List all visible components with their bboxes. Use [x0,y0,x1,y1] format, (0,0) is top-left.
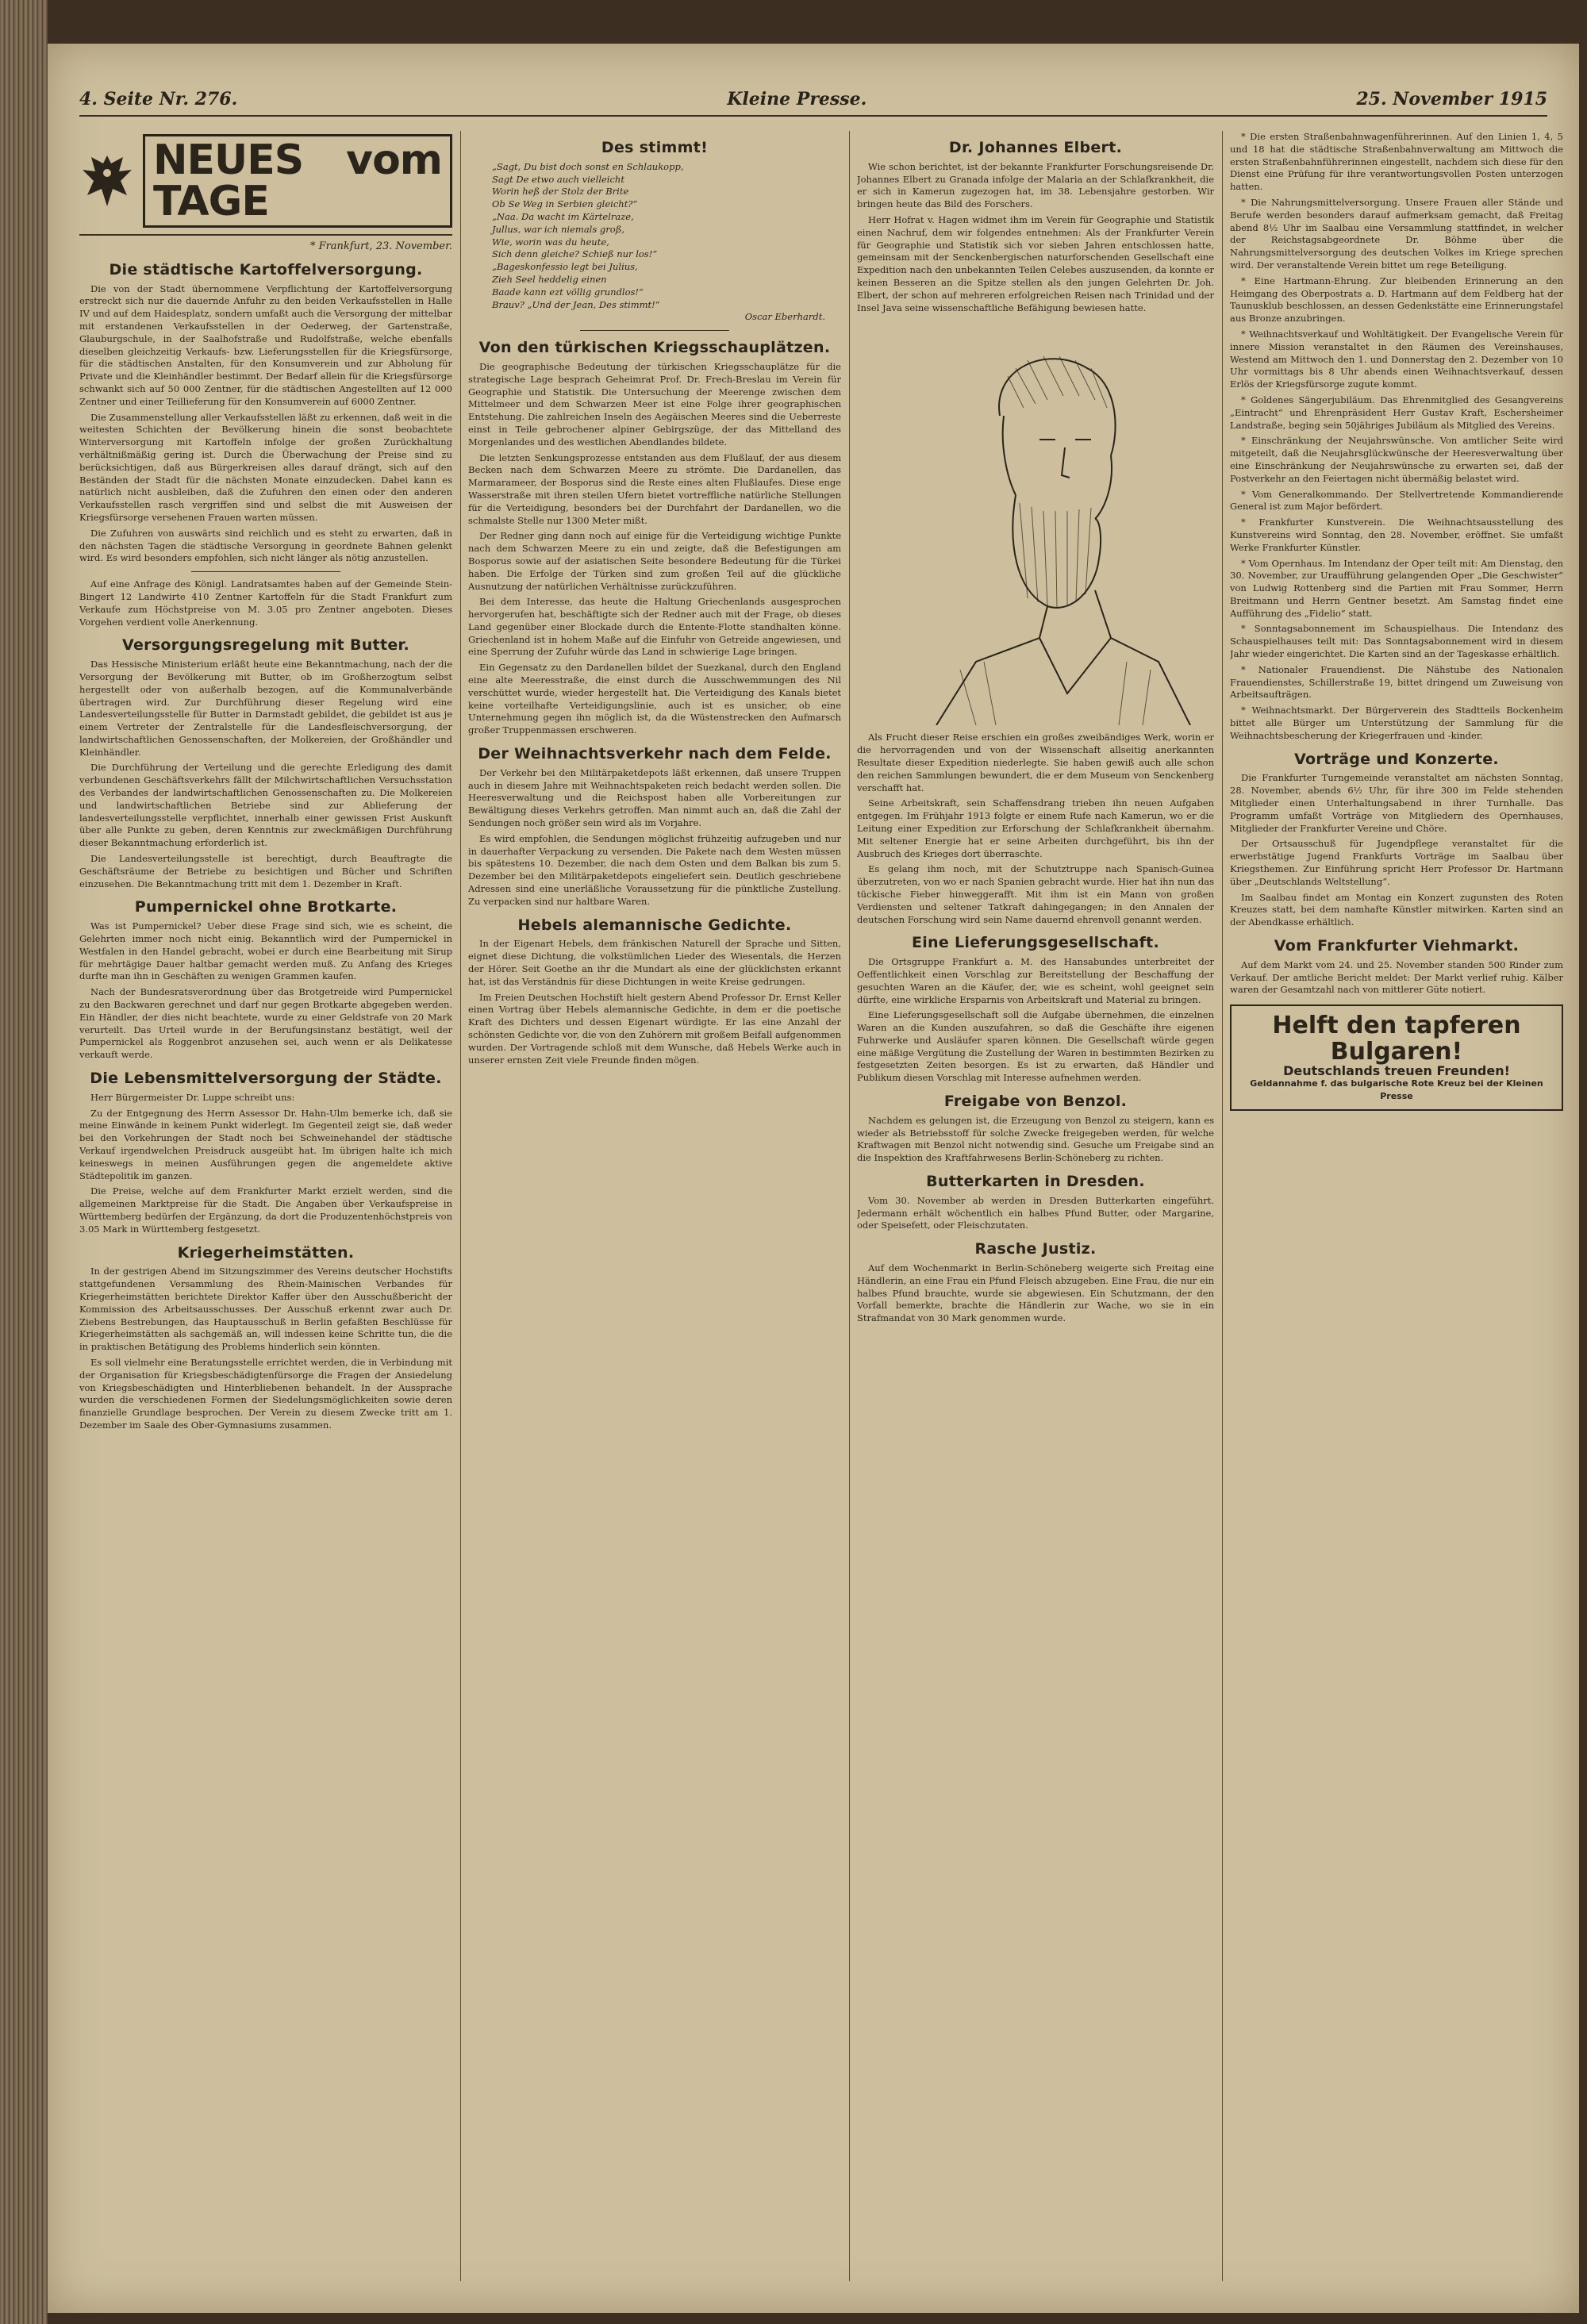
paragraph: Die Preise, welche auf dem Frankfurter Markt erzielt werden, sind die allgemeinen Marktpreise für die Stadt. Die Angaben über Verkaufspreise in Württemberg bedürfen der Ergänzung, da dort die Produzentenhöchstpreis von 3.05 Mark in Württemberg festgesetzt. [79,1185,452,1235]
poem-line: Wie, worin was du heute, [492,236,609,248]
article-title: Dr. Johannes Elbert. [948,139,1123,156]
paragraph: Herr Bürgermeister Dr. Luppe schreibt uns: [90,1091,295,1103]
article-title: Versorgungsregelung mit Butter. [122,636,409,655]
paragraph: * Die ersten Straßenbahnwagenführerinnen. Auf den Linien 1, 4, 5 und 18 hat die städtische Straßenbahnverwaltung am Mittwoch die ersten Straßenbahnführerinnen eingestellt, nachdem sich diese für den Dienst eine Prüfung für ihre verantwortungsvollen Posten unterzogen hatten. [1230,131,1563,193]
section-body [1230,772,1563,929]
paragraph: * Einschränkung der Neujahrswünsche. Von amtlicher Seite wird mitgeteilt, daß die Neujahrsglückwünsche der Heeresverwaltung über eine Einschränkung der Neujahrswünsche zu erwarten sei, daß der Postverkehr an den Feiertagen nicht übermäßig belastet wird. [1230,435,1563,484]
poem-author: Oscar Eberhardt. [744,311,825,323]
paragraph: In der gestrigen Abend im Sitzungszimmer des Vereins deutscher Hochstifts stattgefundenen Versammlung des Rhein-Mainischen Verbandes für Kriegerheimstätten berichtete Direktor Kaffer über den Ausschußbericht der Kommission des Arbeitsausschusses. Der Ausschuß erkennt zwar auch Dr. Ziebens Bestrebungen, das Hauptausschuß in Berlin gefaßten Beschlüsse für Kriegerheimstätten als sachgemäß an, will indessen keine Schritte tun, die die in praktischen Betätigung des Problems hinderlich sein könnten. [79,1266,452,1353]
article-title: Kriegerheimstätten. [177,1243,355,1262]
article-title: Die städtische Kartoffelversorgung. [109,260,423,278]
paragraph: Seine Arbeitskraft, sein Schaffensdrang trieben ihn neuen Aufgaben entgegen. Im Frühjahr 1913 folgte er einem Rufe nach Kamerun, wo er die Leitung einer Expedition zur Erforschung der Schlafkrankheit übernahm. Mit seltener Energie hat er seine Arbeiten durchgeführt, bis ihn der Ausbruch des Krieges dort überraschte. [857,797,1214,859]
paragraph: Auf dem Markt vom 24. und 25. November standen 500 Rinder zum Verkauf. Der amtliche Bericht meldet: Der Markt verlief ruhig. Kälber waren der Gesamtzahl nach von mittlerer Güte notiert. [1230,958,1563,996]
paragraph: Es gelang ihm noch, mit der Schutztruppe nach Spanisch-Guinea überzutreten, von wo er nach Spanien gebracht wurde. Hier hat ihn nun das tückische Fieber hinweggerafft. Mit ihm ist ein Mann von großen Verdiensten und seltener Tatkraft dahingegangen; in den Annalen der deutschen Forschung wird sein Name dauernd ehrenvoll genannt werden. [857,863,1214,925]
paragraph: Auf eine Anfrage des Königl. Landratsamtes haben auf der Gemeinde Stein-Bingert 12 Landwirte 410 Zentner Kartoffeln für die Stadt Frankfurt zum Verkaufe zum Höchstpreise von M. 3.05 pro Zentner angeboten. Dieses Vorgehen verdient volle Anerkennung. [79,578,452,628]
poem-line: Sagt De etwo auch vielleicht [492,173,624,185]
poem-line: Sich denn gleiche? Schieß nur los!“ [492,248,658,260]
article-title: Von den türkischen Kriegsschauplätzen. [478,339,831,357]
paragraph: Die letzten Senkungsprozesse entstanden aus dem Flußlauf, der aus diesem Becken nach dem Schwarzen Meere zu strömte. Die Dardanellen, das Marmarameer, der Bosporus sind die Reste eines alten Flußlaufes. Diese enge Wasserstraße mit ihren steilen Ufern bietet vortreffliche natürliche Stellungen für die Verteidigung, besonders bei der Durchfahrt der Dardanellen, wo die schmalste Stelle nur 1300 Meter mißt. [468,451,841,526]
article-body [857,1115,1214,1165]
paragraph: Die Ortsgruppe Frankfurt a. M. des Hansabundes unterbreitet der Oeffentlichkeit einen Vorschlag zur Bereitstellung der Beschaffung der gesuchten Waren an die Käufer, der, wie es scheint, wohl geeignet sein dürfte, eine wirkliche Ersparnis von Arbeitskraft und Material zu bringen. [857,956,1214,1005]
ad-footer: Geldannahme f. das bulgarische Rote Kreuz bei der Kleinen Presse [1250,1078,1543,1101]
paragraph: Nachdem es gelungen ist, die Erzeugung von Benzol zu steigern, kann es wieder als Betriebsstoff für solche Zwecke freigegeben werden, für welche Kraftwagen mit Benzol nicht notwendig sind. Gesuche um Freigabe sind an die Inspektion des Kraftfahrwesens Berlin-Schöneberg zu richten. [857,1114,1214,1164]
section-title: Vom Frankfurter Viehmarkt. [1274,937,1520,955]
paragraph: Als Frucht dieser Reise erschien ein großes zweibändiges Werk, worin er die hervorragenden und von der Wissenschaft allseitig anerkannten Resultate dieser Expedition niederlegte. Sie haben gewiß auch alle schon den reichen Sammlungen bewundert, die er dem Museum von Senckenberg verschafft hat. [857,732,1214,793]
poem-line: Jullus, war ich niemals groß, [492,223,625,235]
masthead [79,131,452,236]
col2-articles [468,339,841,1066]
column-2 [468,131,841,2281]
section-body [1230,959,1563,997]
masthead-title: NEUES vom TAGE [143,134,452,228]
poem-line: Baade kann ezt völlig grundlos!“ [492,286,644,298]
article-title: Butterkarten in Dresden. [926,1173,1145,1191]
article-title: Der Weihnachtsverkehr nach dem Felde. [478,745,832,763]
column-1 [79,131,452,2281]
poem-line: Brauv? „Und der Jean, Des stimmt!“ [492,298,660,310]
paragraph: Es wird empfohlen, die Sendungen möglichst frühzeitig aufzugeben und nur in dauerhafter Verpackung zu versenden. Die Pakete nach dem Westen müssen bis spätestens 10. Dezember, die nach dem Osten und dem Balkan bis zum 5. Dezember bei den Militärpaketdepots eingeliefert sein. Deutlich geschriebene Adressen sind eine unerläßliche Voraussetzung für die pünktliche Zustellung. Zu verpacken sind nur haltbare Waren. [468,832,841,907]
column-4 [1230,131,1563,2281]
article-body [857,1195,1214,1232]
paragraph: Der Verkehr bei den Militärpaketdepots läßt erkennen, daß unsere Truppen auch in diesem Jahre mit Weihnachtspaketen reich bedacht werden sollen. Die Heeresverwaltung und die Reichspost haben alle Vorbereitungen zur Bewältigung dieses Verkehrs getroffen. Man nimmt auch an, daß die Zahl der Sendungen noch größer sein wird als im Vorjahre. [468,766,841,829]
dateline: * Frankfurt, 23. November. [309,240,452,252]
paragraph: Herr Hofrat v. Hagen widmet ihm im Verein für Geographie und Statistik einen Nachruf, dem wir folgendes entnehmen: Als der Frankfurter Verein für Geographie und Statistik sich vor sieben Jahren entschlossen hatte, gemeinsam mit der Senckenbergischen naturforschenden Gesellschaft eine Expedition nach den unbekannten Teilen Celebes auszusenden, da konnte er keinen Besseren an die Spitze stellen als den jungen Gelehrten Dr. Joh. Elbert, der schon auf mehreren erfolgreichen Reisen nach Trinidad und der Insel Java seine wissenschaftliche Befähigung bewiesen hatte. [857,213,1214,313]
paragraph: * Weihnachtsmarkt. Der Bürgerverein des Stadtteils Bockenheim bittet alle Bürger um Unterstützung der Sammlung für die Weihnachtsbescherung der Kriegerfrauen und -kinder. [1230,705,1563,741]
advertisement [1230,1005,1563,1110]
poem [468,161,841,312]
paragraph: * Sonntagsabonnement im Schauspielhaus. Die Intendanz des Schauspielhauses teilt mit: Das Sonntagsabonnement wird in diesem Jahr wieder eingerichtet. Die Karten sind an der Tageskasse erhältlich. [1230,623,1563,660]
paragraph: Es soll vielmehr eine Beratungsstelle errichtet werden, die in Verbindung mit der Organisation für Kriegsbeschädigtenfürsorge die Fragen der Ansiedelung von Kriegsbeschädigten und Hinterbliebenen behandelt. In der Aussprache wurden die verschiedenen Formen der Siedelungsmöglichkeiten sowie deren finanzielle Grundlage besprochen. Der Verein zu diesem Zwecke tritt am 1. Dezember im Saale des Ober-Gymnasiums zusammen. [79,1356,452,1431]
column-rule [849,131,850,2281]
paragraph: Wie schon berichtet, ist der bekannte Frankfurter Forschungsreisende Dr. Johannes Elbert zu Granada infolge der Malaria an der Schlafkrankheit, die er sich in Kamerun zugezogen hat, im 38. Lebensjahre gestorben. Wir bringen heute das Bild des Forschers. [857,160,1214,210]
article-title: Pumpernickel ohne Brotkarte. [134,898,398,916]
article-body [857,956,1214,1085]
eagle-emblem-icon [79,145,135,217]
paragraph: Nach der Bundesratsverordnung über das Brotgetreide wird Pumpernickel zu den Backwaren gerechnet und darf nur gegen Brotkarte abgegeben werden. Ein Händler, der dies nicht beachtete, wurde zu einer Geldstrafe von 20 Mark verurteilt. Das Urteil wurde in der Berufungsinstanz bestätigt, weil der Pumpernickel als Roggenbrot anzusehen sei, auch wenn er als Delikatesse verkauft werde. [79,986,452,1061]
paragraph: Die von der Stadt übernommene Verpflichtung der Kartoffelversorgung erstreckt sich nur die dauernde Anfuhr zu den beiden Verkaufsstellen in Halle IV und auf dem Haidesplatz, sondern umfaßt auch die Versorgung der mittelbar mit erstandenen Verkaufsstellen in der Oederweg, der Gartenstraße, Glauburgschule, in der Saalhofstraße und Rudolfstraße, welche ebenfalls dieselben gleichzeitig Verkaufs- bzw. Lieferungsstellen für die Kriegsfürsorge, für die städtischen Anstalten, für den Konsumverein und zur Abholung für Private und die Kleinhändler bestimmt. Der Bedarf allein für die Kriegsfürsorge schwankt sich auf 50 000 Zentner, für die städtischen Angestellten auf 12 000 Zentner und einer Teillieferung für den Konsumverein auf 6000 Zentner. [79,282,452,407]
paragraph: In der Eigenart Hebels, dem fränkischen Naturell der Sprache und Sitten, eignet diese Dichtung, die volkstümlichen Lieder des Wiesentals, die Herzen der Hörer. Seit Goethe an ihr die Mundart als eine der glücklichsten erkannt hat, ist das Verständnis für diese Dichtungen in weite Kreise gedrungen. [468,938,841,987]
paragraph: Was ist Pumpernickel? Ueber diese Frage sind sich, wie es scheint, die Gelehrten immer noch nicht einig. Bekanntlich wird der Pumpernickel in Westfalen in den Handel gebracht, wobei er durch eine Bearbeitung mit Sirup für mehrtägige Dauer haltbar gemacht werden muß. Zu Anfang des Krieges durfte man ihn in Geschäften zu wenigen Grammen kaufen. [79,920,452,982]
poem-line: Ob Se Weg in Serbien gleicht?“ [492,198,638,210]
paragraph: Die Frankfurter Turngemeinde veranstaltet am nächsten Sonntag, 28. November, abends 6½ Uhr, für ihre 300 im Felde stehenden Mitglieder einen Unterhaltungsabend in ihrer Turnhalle. Das Programm umfaßt Vorträge von Mitgliedern des Opernhauses, Mitglieder der Frankfurter Vereine und Chöre. [1230,772,1563,834]
article-title: Freigabe von Benzol. [943,1093,1128,1111]
poem-line: „Sagt, Du bist doch sonst en Schlaukopp, [492,160,684,172]
paragraph: Eine Lieferungsgesellschaft soll die Aufgabe übernehmen, die einzelnen Waren an die Kunden auszufahren, so daß die Geschäfte ihre eigenen Fuhrwerke und Ausläufer sparen können. Die Gesellschaft würde gegen eine mäßige Vergütung die Zustellung der Waren in bestimmten Bezirken zu festgesetzten Zeiten besorgen. Es ist zu erwarten, daß Händler und Publikum diesen Vorschlag mit Interesse aufnehmen werden. [857,1009,1214,1084]
col1-articles [79,260,452,1432]
paragraph: Der Ortsausschuß für Jugendpflege veranstaltet für die erwerbstätige Jugend Frankfurts Vorträge im Saalbau über Kriegsthemen. Zur Einführung spricht Herr Professor Dr. Hartmann über „Deutschlands Weltstellung“. [1230,838,1563,887]
paragraph: * Weihnachtsverkauf und Wohltätigkeit. Der Evangelische Verein für innere Mission veranstaltet in den Räumen des Vereinshauses, Westend am Mittwoch den 1. und Donnerstag den 2. Dezember von 10 Uhr vormittags bis 8 Uhr abends einen Weihnachtsverkauf, dessen Erlös der Kriegsfürsorge zugute kommt. [1230,328,1563,390]
paper-name: Kleine Presse. [727,89,867,109]
article-title: Rasche Justiz. [974,1240,1097,1258]
article-title: Hebels alemannische Gedichte. [517,916,792,934]
ad-headline: Helft den tapferen Bulgaren! [1272,1012,1521,1066]
column-rule [1222,131,1223,2281]
issue-date: 25. November 1915 [1356,89,1547,109]
poem-line: „Bageskonfessio legt bei Julius, [492,261,638,273]
separator [191,571,340,572]
ad-subline: Deutschlands treuen Freunden! [1283,1063,1510,1079]
paragraph: * Vom Opernhaus. Im Intendanz der Oper teilt mit: Am Dienstag, den 30. November, zur Uraufführung gelangenden Oper „Die Geschwister“ von Ludwig Rottenberg sind die Partien mit Frau Sommer, Herrn Breitmann und Herrn Gentner besetzt. Am Samstag findet eine Aufführung des „Fidelio“ statt. [1230,557,1563,619]
paragraph: Zu der Entgegnung des Herrn Assessor Dr. Hahn-Ulm bemerke ich, daß sie meine Einwände in keinem Punkt widerlegt. Im Gegenteil zeigt sie, daß weder bei den Vorkehrungen der Stadt noch bei Schweinehandel der städtische Verkauf irgendwelchen Preisdruck ausgeübt hat. Im übrigen halte ich mich keineswegs in meinen Ausführungen gegen die angemeldete aktive Städtepolitik im ganzen. [79,1107,452,1181]
paragraph: Im Freien Deutschen Hochstift hielt gestern Abend Professor Dr. Ernst Keller einen Vortrag über Hebels alemannische Gedichte, in dem er die poetische Kraft des Dichters und dessen Eigenart würdigte. Er las eine Anzahl der schönsten Gedichte vor, die von den Zuhörern mit großem Beifall aufgenommen wurden. Der Vortragende schloß mit dem Wunsche, daß Hebels Werke auch in unserer ernsten Zeit viele Freunde finden mögen. [468,991,841,1066]
portrait-illustration [857,321,1214,725]
section-title: Vorträge und Konzerte. [1294,750,1499,768]
poem-line: Zieh Seel heddelig einen [492,273,607,285]
book-binding [0,0,48,2324]
paragraph: Die Landesverteilungsstelle ist berechtigt, durch Beauftragte die Geschäftsräume der Betriebe zu besichtigen und Bücher und Schriften einzusehen. Die Bekanntmachung tritt mit dem 1. Dezember in Kraft. [79,853,452,889]
newspaper-page [48,44,1579,2313]
paragraph: Die Zusammenstellung aller Verkaufsstellen läßt zu erkennen, daß weit in die weitesten Schichten der Bevölkerung hinein die sonst beobachtete Winterversorgung mit Kartoffeln infolge der großen Zurückhaltung verhältnißmäßig gering ist. Durch die Überwachung der Preise sind zu berücksichtigen, daß aus Bürgerkreisen alles darauf drängt, sich auf den Beständen der Stadt für die nächsten Monate einzudecken. Dabei kann es natürlich nicht ausbleiben, daß die Zufuhren den einen oder den anderen Verkaufsstellen rasch vergriffen sind und selbst die mit Ausweisen der Kriegsfürsorge versehenen Frauen warten müssen. [79,411,452,523]
separator [580,330,729,331]
paragraph: * Nationaler Frauendienst. Die Nähstube des Nationalen Frauendienstes, Schillerstraße 19, bittet dringend um Zuweisung von Arbeitsaufträgen. [1230,663,1563,701]
paragraph: * Die Nahrungsmittelversorgung. Unsere Frauen aller Stände und Berufe werden besonders darauf aufmerksam gemacht, daß Freitag abend 8½ Uhr im Saalbau eine Versammlung stattfindet, in welcher der Reichstagsabgeordnete Dr. Böhme über die Nahrungsmittelversorgung des deutschen Volkes im Kriege sprechen wird. Der veranstaltende Verein bittet um rege Beteiligung. [1230,196,1563,271]
paragraph: Im Saalbau findet am Montag ein Konzert zugunsten des Roten Kreuzes statt, bei dem namhafte Künstler mitwirken. Karten sind an der Abendkasse erhältlich. [1230,891,1563,928]
poem-line: „Naa. Da wacht im Kärtelraze, [492,210,634,222]
page-label: 4. Seite Nr. 276. [79,89,238,109]
paragraph: * Eine Hartmann-Ehrung. Zur bleibenden Erinnerung an den Heimgang des Oberpostrats a. D. Hartmann auf dem Feldberg hat der Taunusklub beschlossen, an dessen Gedenkstätte eine Erinnerungstafel aus Bronze anzubringen. [1230,275,1563,325]
paragraph: * Goldenes Sängerjubiläum. Das Ehrenmitglied des Gesangvereins „Eintracht“ und Ehrenpräsident Herr Gustav Kraft, Eschersheimer Landstraße, beging sein 50jähriges Jubiläum als Mitglied des Vereins. [1230,394,1563,431]
paragraph: Der Redner ging dann noch auf einige für die Verteidigung wichtige Punkte nach dem Schwarzen Meere zu ein und zeigte, daß die Befestigungen am Bosporus sowie auf der asiatischen Seite besondere Bedeutung für die Türkei haben. Die Erfolge der Türken sind zum großen Teil auf die glückliche Ausnutzung der natürlichen Verhältnisse zurückzuführen. [468,530,841,592]
paragraph: Die Zufuhren von auswärts sind reichlich und es steht zu erwarten, daß in den nächsten Tagen die städtische Versorgung in geordnete Bahnen gelenkt wird. Es wird besonders empfohlen, sich nicht länger als nötig anzustellen. [79,527,452,564]
paragraph: * Vom Generalkommando. Der Stellvertretende Kommandierende General ist zum Major befördert. [1230,488,1563,513]
poem-line: Worin heß der Stolz der Brite [492,186,629,198]
paragraph: Die geographische Bedeutung der türkischen Kriegsschauplätze für die strategische Lage besprach Geheimrat Prof. Dr. Frech-Breslau im Verein für Geographie und Statistik. Die Untersuchung der Meerenge zwischen dem Mittelmeer und dem Schwarzen Meer ist eine Folge ihrer geographischen Entstehung. Die zahlreichen Inseln des Aegäischen Meeres sind die Ueberreste einst in Teile gebrochener alpiner Gebirgszüge, der das Mittelland des Morgenlandes und des westlichen Abendlandes bildete. [468,360,841,448]
article-body [857,1262,1214,1325]
paragraph: Die Durchführung der Verteilung und die gerechte Erledigung des damit verbundenen Geschäftsverkehrs fällt der Milchwirtschaftlichen Versuchsstation des Verbandes der landwirtschaftlichen Genossenschaften zu. Die Molkereien und landwirtschaftlichen Betriebe sind zur Ablieferung der landesverteilungsstelle verpflichtet, innerhalb einer gewissen Frist Auskunft über alle Punkte zu geben, deren Kenntnis zur zweckmäßigen Durchführung dieser Bekanntmachung erforderlich ist. [79,762,452,849]
poem-title: Des stimmt! [601,139,709,156]
column-3 [857,131,1214,2281]
article-title: Eine Lieferungsgesellschaft. [911,934,1160,952]
column-rule [460,131,461,2281]
paragraph: Ein Gegensatz zu den Dardanellen bildet der Suezkanal, durch den England eine alte Meeresstraße, die einst durch die Ausschwemmungen des Nil verschüttet wurde, wieder hergestellt hat. Die Verteidigung des Kanals bietet keine vorteilhafte Verteidigungslinie, auch ist es unsicher, ob eine Unternehmung gegen ihn möglich ist, da die Wüstenstrecken den Aufmarsch großer Truppenmassen erschweren. [468,662,841,736]
paragraph: Bei dem Interesse, das heute die Haltung Griechenlands ausgesprochen hervorgerufen hat, beschäftigte sich der Redner auch mit der Frage, ob dieses Land gegenüber einer Blockade durch die Entente-Flotte standhalten könne. Griechenland ist in hohem Maße auf die Einfuhr von Getreide angewiesen, und eine Sperrung der Zufuhr würde das Land in schwierige Lage bringen. [468,596,841,658]
article-body [857,161,1214,315]
paragraph: * Frankfurter Kunstverein. Die Weihnachtsausstellung des Kunstvereins wird Sonntag, den 28. November, eröffnet. Sie umfaßt Werke Frankfurter Künstler. [1230,517,1563,553]
paragraph: Vom 30. November ab werden in Dresden Butterkarten eingeführt. Jedermann erhält wöchentlich ein halbes Pfund Butter, oder Margarine, oder Speisefett, oder Fleischzutaten. [857,1194,1214,1231]
article-title: Die Lebensmittelversorgung der Städte. [90,1070,442,1088]
page-header [79,83,1547,117]
paragraph: Auf dem Wochenmarkt in Berlin-Schöneberg weigerte sich Freitag eine Händlerin, an eine Frau ein Pfund Fleisch abzugeben. Eine Frau, die nur ein halbes Pfund brauchte, wurde sie abgewiesen. Ein Schutzmann, der den Vorfall bemerkte, brachte die Händlerin zur Wache, wo sie in ein Strafmandat von 30 Mark genommen wurde. [857,1262,1214,1324]
paragraph: Das Hessische Ministerium erläßt heute eine Bekanntmachung, nach der die Versorgung der Bevölkerung mit Butter, ob im Großherzogtum selbst hergestellt oder von außerhalb bezogen, auf die Kommunalverbände übertragen wird. Zur Durchführung dieser Regelung wird eine Landesverteilungsstelle für Butter in Darmstadt gebildet, die gebildet ist aus je einem Vertreter der Zentralstelle für die Landesfleischversorgung, der landwirtschaftlichen Genossenschaften, der Molkereien, der Großhändler und Kleinhändler. [79,659,452,758]
news-items [1230,131,1563,743]
article-body-continued [857,732,1214,926]
